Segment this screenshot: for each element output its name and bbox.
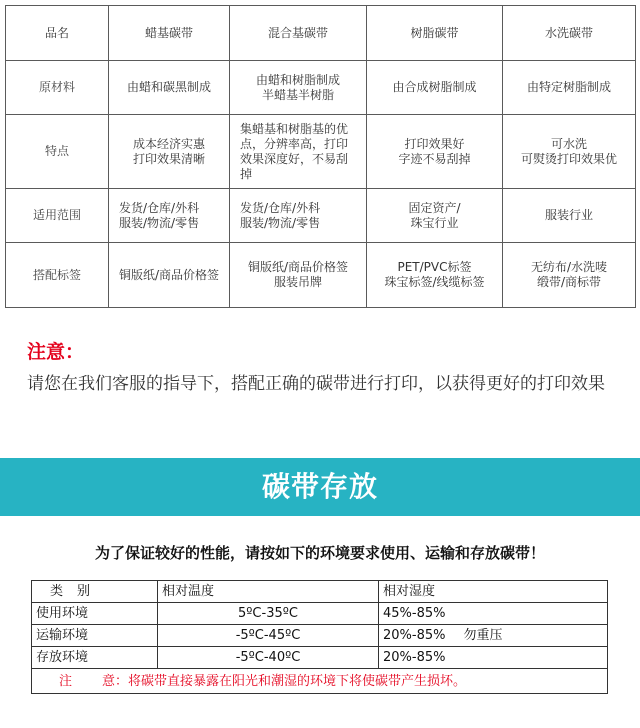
header-cell: 水洗碳带 — [503, 6, 636, 61]
cell-line: 固定资产/ — [408, 200, 461, 215]
table-row — [6, 115, 636, 189]
table-cell — [109, 243, 230, 308]
table-cell — [503, 61, 636, 115]
env-note — [32, 669, 608, 694]
banner-title: 碳带存放 — [261, 470, 378, 503]
note-label-b: 意： — [102, 673, 129, 689]
cell-line: 打印效果清晰 — [132, 151, 205, 166]
env-name: 使用环境 — [32, 603, 158, 625]
humidity-header: 相对湿度 — [379, 581, 608, 603]
ribbon-comparison-table — [5, 5, 636, 308]
cell-line: 由特定树脂制成 — [526, 80, 611, 94]
env-humidity — [379, 625, 608, 647]
notice-body: 请您在我们客服的指导下，搭配正确的碳带进行打印，以获得更好的打印效果 — [27, 374, 605, 394]
cell-line: 可水洗 — [550, 136, 587, 151]
humidity-value: 20%-85% — [383, 650, 446, 665]
env-name: 运输环境 — [32, 625, 158, 647]
environment-table — [31, 580, 608, 694]
humidity-extra: 勿重压 — [463, 628, 503, 643]
table-cell — [503, 189, 636, 243]
env-name: 存放环境 — [32, 647, 158, 669]
cell-line: 服装/物流/零售 — [119, 215, 200, 230]
cell-line: 珠宝行业 — [410, 215, 459, 230]
row-label: 搭配标签 — [6, 243, 109, 308]
header-cell: 混合基碳带 — [230, 6, 367, 61]
cell-line: 缎带/商标带 — [536, 275, 602, 289]
temp-header: 相对温度 — [158, 581, 379, 603]
cell-line: 效果深度好，不易刮 — [240, 151, 349, 166]
cell-line: 半蜡基半树脂 — [261, 87, 334, 102]
env-row — [32, 647, 608, 669]
note-text: 将碳带直接暴露在阳光和潮湿的环境下将使碳带产生损坏。 — [128, 673, 467, 689]
header-cell: 蜡基碳带 — [109, 6, 230, 61]
table-cell — [230, 189, 367, 243]
section-banner — [0, 458, 640, 516]
table-cell — [109, 189, 230, 243]
cell-line: 可熨烫打印效果优 — [520, 151, 617, 166]
humidity-value: 45%-85% — [383, 606, 446, 621]
table-cell — [230, 115, 367, 189]
table-cell — [367, 115, 503, 189]
header-cell: 树脂碳带 — [367, 6, 503, 61]
env-humidity — [379, 647, 608, 669]
cell-line: 由蜡和碳黑制成 — [126, 80, 211, 94]
cell-line: 字迹不易刮掉 — [398, 151, 471, 166]
table-cell — [230, 243, 367, 308]
table-cell — [367, 61, 503, 115]
cell-line: 服装/物流/零售 — [240, 215, 321, 230]
row-label: 适用范围 — [6, 189, 109, 243]
cell-line: 集蜡基和树脂基的优 — [240, 121, 349, 136]
table-row — [6, 189, 636, 243]
humidity-value: 20%-85% — [383, 628, 446, 643]
table-cell — [109, 61, 230, 115]
env-humidity — [379, 603, 608, 625]
header-cell: 品名 — [6, 6, 109, 61]
cell-line: 成本经济实惠 — [132, 136, 205, 151]
table-cell — [109, 115, 230, 189]
storage-instruction: 为了保证较好的性能，请按如下的环境要求使用、运输和存放碳带！ — [94, 544, 545, 562]
env-row — [32, 625, 608, 647]
cell-line: 由合成树脂制成 — [392, 80, 477, 94]
cell-line: 铜版纸/商品价格签 — [247, 260, 349, 274]
env-temp: 5ºC-35ºC — [158, 603, 379, 625]
row-label: 特点 — [6, 115, 109, 189]
cell-line: 铜版纸/商品价格签 — [118, 267, 220, 282]
cell-line: 服装行业 — [544, 208, 593, 222]
env-temp: -5ºC-45ºC — [158, 625, 379, 647]
table-cell — [367, 189, 503, 243]
table-row — [6, 243, 636, 308]
table-header-row — [6, 6, 636, 61]
cell-line: 无纺布/水洗唛 — [530, 260, 608, 274]
table-cell — [230, 61, 367, 115]
env-row — [32, 603, 608, 625]
row-label: 原材料 — [6, 61, 109, 115]
table-row — [6, 61, 636, 115]
cell-line: 点，分辨率高，打印 — [240, 136, 349, 151]
cell-line: 由蜡和树脂制成 — [255, 72, 340, 87]
category-header-b: 别 — [77, 584, 91, 599]
table-cell — [367, 243, 503, 308]
category-header — [32, 581, 158, 603]
category-header-a: 类 — [50, 584, 78, 599]
env-header-row — [32, 581, 608, 603]
table-cell — [503, 115, 636, 189]
cell-line: 服装吊牌 — [273, 275, 322, 289]
notice-title: 注意： — [27, 341, 85, 363]
env-temp: -5ºC-40ºC — [158, 647, 379, 669]
cell-line: 掉 — [240, 166, 253, 181]
cell-line: 珠宝标签/线缆标签 — [384, 275, 485, 289]
cell-line: 发货/仓库/外科 — [240, 200, 321, 215]
cell-line: 发货/仓库/外科 — [119, 200, 200, 215]
env-note-row — [32, 669, 608, 694]
table-cell — [503, 243, 636, 308]
cell-line: PET/PVC标签 — [397, 260, 472, 274]
cell-line: 打印效果好 — [404, 136, 465, 151]
note-label-a: 注 — [59, 673, 73, 689]
